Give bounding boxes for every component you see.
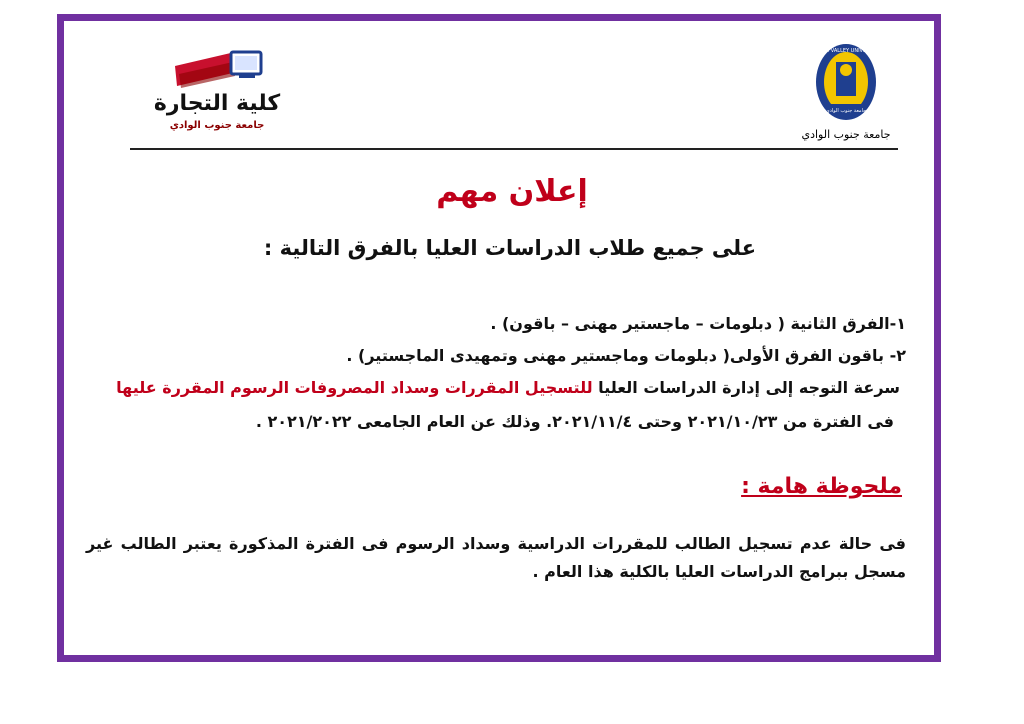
instruction-line-1 [116, 378, 900, 397]
page-title: إعلان مهم [436, 174, 588, 209]
svg-text:جامعة جنوب الوادي: جامعة جنوب الوادي [169, 120, 265, 131]
note-paragraph: فى حالة عدم تسجيل الطالب للمقررات الدراسية وسداد الرسوم فى الفترة المذكورة يعتبر الطالب غير مسجل ببرامج الدراسات العليا بالكلية هذا العام . [86, 534, 906, 581]
list-item-1: ١-الفرق الثانية ( دبلومات – ماجستير مهنى – باقون) . [490, 314, 906, 333]
header-divider [130, 148, 898, 150]
university-caption: جامعة جنوب الوادي [801, 128, 891, 141]
list-item-2: ٢- باقون الفرق الأولى( دبلومات وماجستير مهنى وتمهيدى الماجستير) . [346, 346, 906, 365]
note-heading: ملحوظة هامة : [741, 474, 902, 499]
page-subtitle: على جميع طلاب الدراسات العليا بالفرق التالية : [263, 236, 757, 260]
faculty-logo [153, 46, 281, 136]
university-logo [800, 40, 892, 140]
svg-text:جامعة جنوب الوادي: جامعة جنوب الوادي [825, 108, 867, 114]
svg-text:كلية التجارة: كلية التجارة [153, 91, 281, 116]
instruction-highlight: للتسجيل المقررات وسداد المصروفات الرسوم المقررة عليها [116, 378, 593, 397]
instruction-line-2: فى الفترة من ٢٠٢١/١٠/٢٣ وحتى ٢٠٢١/١١/٤. وذلك عن العام الجامعى ٢٠٢١/٢٠٢٢ . [255, 412, 894, 431]
university-seal [800, 40, 892, 130]
faculty-logo-graphic [153, 46, 281, 136]
instruction-text: سرعة التوجه إلى إدارة الدراسات العليا [592, 378, 900, 397]
svg-text:SOUTH VALLEY UNIVERSITY: SOUTH VALLEY UNIVERSITY [811, 48, 881, 54]
